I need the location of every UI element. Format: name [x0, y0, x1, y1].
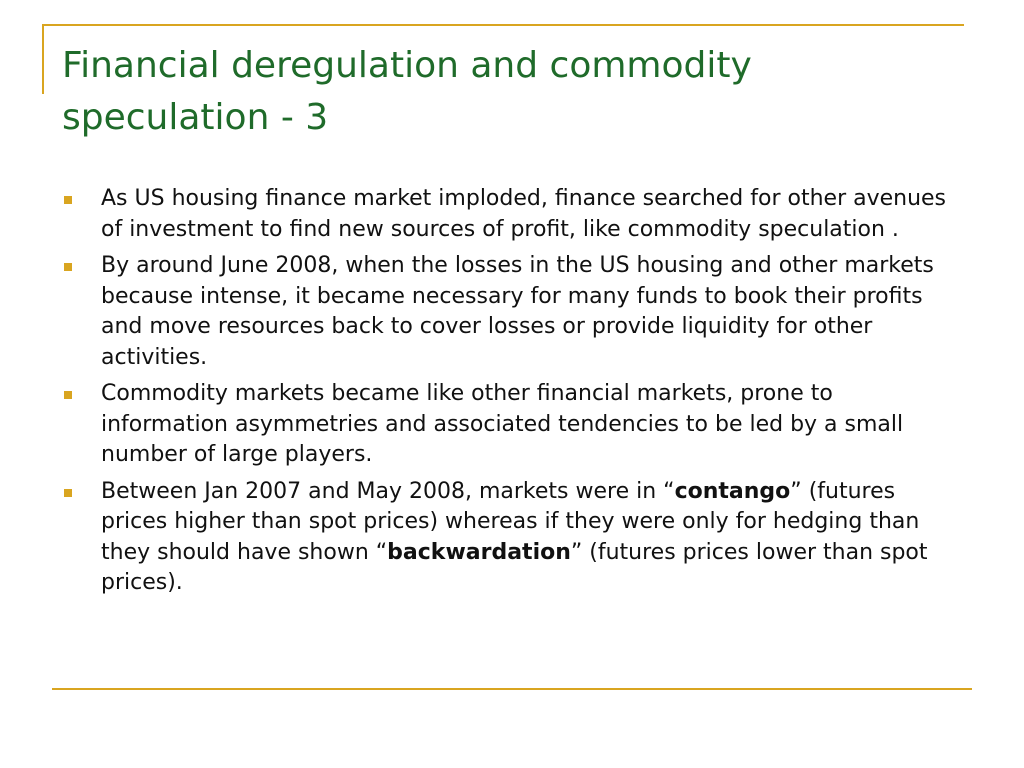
- square-bullet-icon: [64, 196, 72, 204]
- bottom-accent-rule: [52, 688, 972, 690]
- bullet-item-1: [64, 184, 959, 245]
- title-line-2: speculation - 3: [62, 97, 329, 138]
- text-segment: ” (futures prices higher than spot prices) whereas if they were only for hedging than they should have shown “: [101, 478, 920, 565]
- bullet-text: As US housing finance market imploded, finance searched for other avenues of investment to find new sources of profit, like commodity speculation .: [101, 186, 947, 242]
- bullet-item-2: [64, 251, 959, 373]
- bullet-text: [101, 477, 959, 599]
- bullet-text: Commodity markets became like other financial markets, prone to information asymmetries and associated tendencies to be led by a small number of large players.: [101, 381, 904, 467]
- left-accent-rule: [42, 24, 44, 94]
- slide-title: [62, 40, 962, 144]
- bullet-list: [64, 184, 959, 605]
- square-bullet-icon: [64, 391, 72, 399]
- top-accent-rule: [42, 24, 964, 26]
- square-bullet-icon: [64, 263, 72, 271]
- bullet-text: By around June 2008, when the losses in the US housing and other markets because intense, it became necessary for many funds to book their profits and move resources back to cover losses or provide liquidity for other activities.: [101, 253, 934, 370]
- square-bullet-icon: [64, 489, 72, 497]
- text-segment: Between Jan 2007 and May 2008, markets were in “: [101, 478, 675, 504]
- emphasis-contango: contango: [674, 478, 791, 504]
- bullet-item-3: [64, 379, 959, 471]
- bullet-item-4: [64, 477, 959, 599]
- emphasis-backwardation: backwardation: [387, 539, 571, 565]
- text-segment: ” (futures prices lower than spot prices).: [101, 539, 928, 595]
- title-line-1: Financial deregulation and commodity: [62, 45, 752, 86]
